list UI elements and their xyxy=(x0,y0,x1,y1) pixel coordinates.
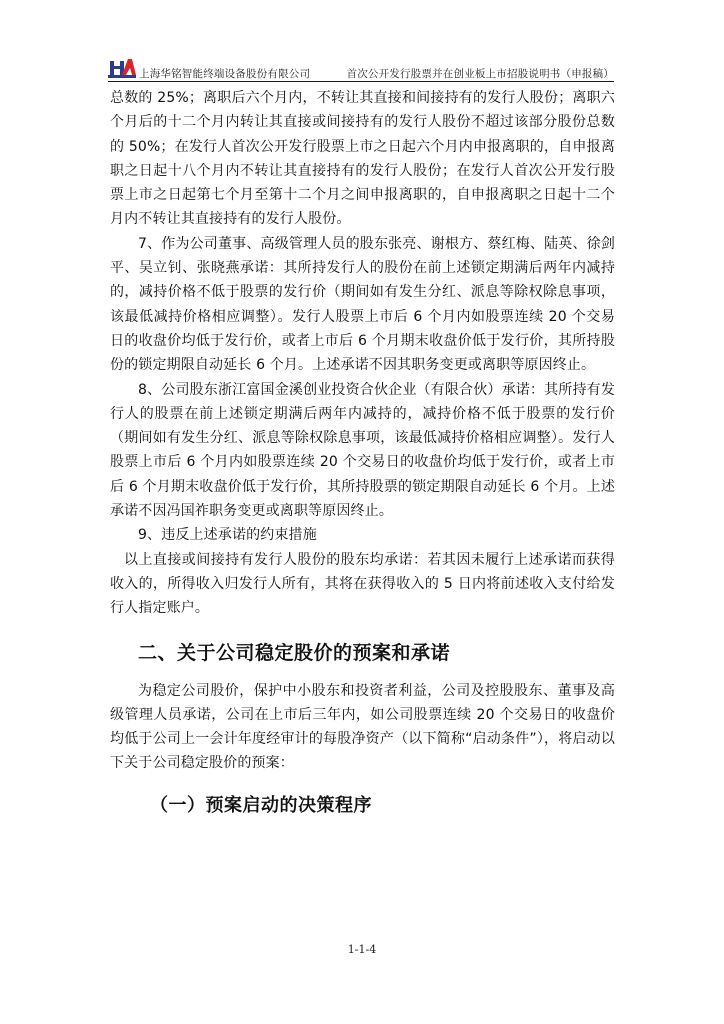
paragraph-item-8: 8、公司股东浙江富国金溪创业投资合伙企业（有限合伙）承诺：其所持有发行人的股票在前上述锁定期满后两年内减持的，减持价格不低于股票的发行价（期间如有发生分红、派息等除权除息事项，该最低减持价格相应调整）。发行人股票上市后 6 个月内如股票连续 20 个交易日的收盘价均低于发行价，或者上市后 6 个月期末收盘价低于发行价，其所持股票的锁定期限自动延长 6 个月。上述承诺不因冯国祚职务变更或离职等原因终止。 xyxy=(110,381,615,520)
paragraph-item-7: 7、作为公司董事、高级管理人员的股东张亮、谢根方、蔡红梅、陆英、徐剑平、吴立钊、张晓燕承诺：其所持发行人的股份在前上述锁定期满后两年内减持的，减持价格不低于股票的发行价（期间如有发生分红、派息等除权除息事项，该最低减持价格相应调整）。发行人股票上市后 6 个月内如股票连续 20 个交易日的收盘价均低于发行价，或者上市后 6 个月期末收盘价低于发行价，其所持股份的锁定期限自动延长 6 个月。上述承诺不因其职务变更或离职等原因终止。 xyxy=(110,235,615,374)
page-number: 1-1-4 xyxy=(347,943,377,956)
paragraph-stabilization-intro: 为稳定公司股价，保护中小股东和投资者利益，公司及控股股东、董事及高级管理人员承诺，公司在上市后三年内，如公司股票连续 20 个交易日的收盘价均低于公司上一会计年度经审计的每股净资产（以下简称“启动条件”），将启动以下关于公司稳定股价的预案： xyxy=(110,682,615,772)
subsection-title: （一）预案启动的决策程序 xyxy=(150,794,372,816)
header-document-title: 首次公开发行股票并在创业板上市招股说明书（申报稿） xyxy=(346,68,614,80)
paragraph-lockup-continued: 总数的 25%；离职后六个月内，不转让其直接和间接持有的发行人股份；离职六个月后的十二个月内转让其直接或间接持有的发行人股份不超过该部分股份总数的 50%；在发行人首次公开发行股票上市之日起六个月内申报离职的，自申报离职之日起十八个月内不转让其直接持有的发行人股份；在发行人首次公开发行股票上市之日起第七个月至第十二个月之间申报离职的，自申报离职之日起十二个月内不转让其直接持有的发行人股份。 xyxy=(110,90,615,228)
company-logo-icon xyxy=(108,58,136,78)
paragraph-binding-measures: 以上直接或间接持有发行人股份的股东均承诺：若其因未履行上述承诺而获得收入的，所得收入归发行人所有，其将在获得收入的 5 日内将前述收入支付给发行人指定账户。 xyxy=(110,551,615,617)
paragraph-item-9-title: 9、违反上述承诺的约束措施 xyxy=(138,527,317,544)
page-body xyxy=(110,86,615,820)
section-title: 二、关于公司稳定股价的预案和承诺 xyxy=(138,641,451,664)
header-company-name: 上海华铭智能终端设备股份有限公司 xyxy=(139,68,311,80)
page-header xyxy=(108,58,614,80)
header-divider xyxy=(108,81,614,82)
